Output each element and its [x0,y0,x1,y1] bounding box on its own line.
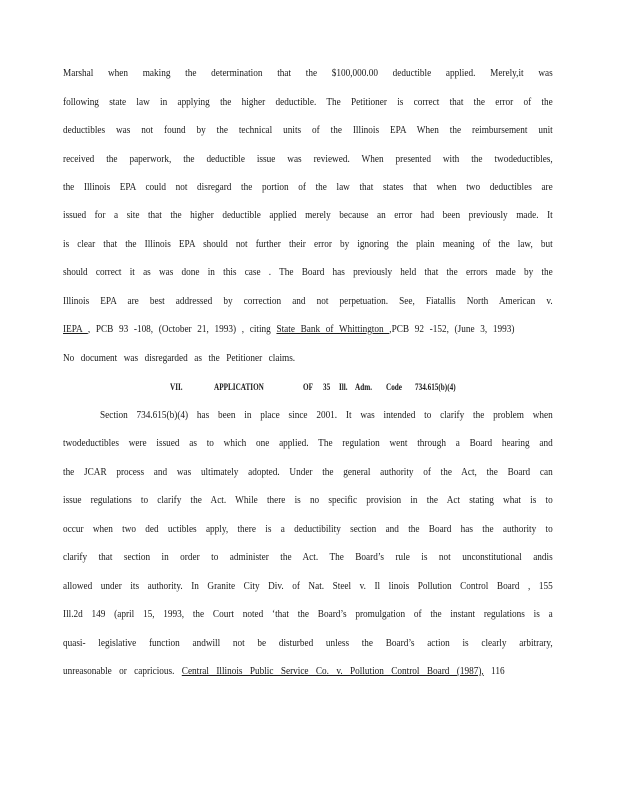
text-line: the JCAR process and was ultimately adopted. Under the general authority of the Act, the Board can [63,466,553,478]
text-line [63,664,553,678]
text-line: following state law in applying the higher deductible. The Petitioner is correct that the error of the [63,96,553,108]
heading-word: APPLICATION [214,382,264,392]
text-line: issued for a site that the higher deductible applied merely because an error had been previously made. It [63,209,553,221]
text-line: quasi- legislative function andwill not be disturbed unless the Board’s action is clearly arbitrary, [63,637,553,649]
citation-text: ,PCB 92 -152, (June 3, 1993) [389,323,515,335]
text-line: No document was disregarded as the Petitioner claims. [63,352,296,364]
text-line: the Illinois EPA could not disregard the portion of the law that states that when two deductibles are [63,181,553,193]
citation-text: , PCB 93 -108, (October 21, 1993) , citing [87,323,277,335]
case-name-cips: Central Illinois Public Service Co. v. Pollution Control Board (1987), [181,665,484,677]
text-line: received the paperwork, the deductible issue was reviewed. When presented with the twodeductibles, [63,153,553,165]
case-name-state-bank: State Bank of Whittington [276,323,390,335]
text-line: twodeductibles were issued as to which one applied. The regulation went through a Board hearing and [63,437,553,449]
heading-word: Adm. [355,382,373,392]
text-segment: unreasonable or capricious. [63,665,182,677]
text-line: is clear that the Illinois EPA should not further their error by ignoring the plain meaning of the law, but [63,238,553,250]
text-line: Marshal when making the determination that the $100,000.00 deductible applied. Merely,it was [63,67,553,79]
citation-line [63,322,553,336]
text-segment: 116 [483,665,505,677]
case-name-iepa: IEPA [63,323,88,335]
text-line: deductibles was not found by the technical units of the Illinois EPA When the reimbursement unit [63,124,553,136]
text-line: should correct it as was done in this case . The Board has previously held that the errors made by the [63,266,553,278]
text-line: Ill.2d 149 (april 15, 1993, the Court noted ‘that the Board’s promulgation of the instant regulations is a [63,608,553,620]
heading-word: OF [303,382,313,392]
text-line: allowed under its authority. In Granite City Div. of Nat. Steel v. Il linois Pollution Control Board , 155 [63,580,553,592]
text-line: clarify that section in order to administer the Act. The Board’s rule is not unconstitutional andis [63,551,553,563]
heading-word: Code [386,382,402,392]
text-line: Section 734.615(b)(4) has been in place since 2001. It was intended to clarify the problem when [100,409,553,421]
text-line: issue regulations to clarify the Act. While there is no specific provision in the Act stating what is to [63,494,553,506]
heading-word: 35 [323,382,331,392]
text-line: occur when two ded uctibles apply, there is a deductibility section and the Board has the authority to [63,523,553,535]
heading-word: 734.615(b)(4) [415,382,456,392]
heading-number: VII. [170,382,183,392]
text-line: Illinois EPA are best addressed by correction and not perpetuation. See, Fiatallis North American v. [63,295,553,307]
heading-word: Ill. [339,382,348,392]
